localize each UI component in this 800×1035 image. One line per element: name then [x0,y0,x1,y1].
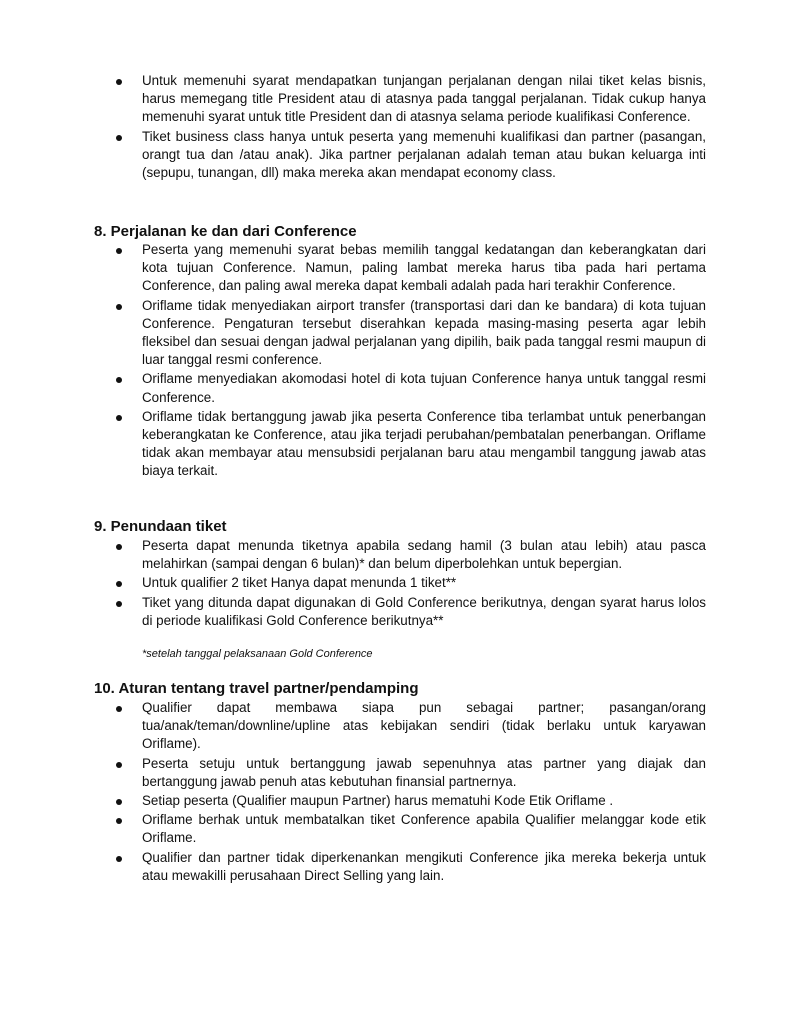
list-item [116,128,706,183]
section-10-bullet-list [116,699,706,886]
section-9-bullet-list [116,537,706,631]
bullet-text: Peserta setuju untuk bertanggung jawab sepenuhnya atas partner yang diajak dan bertanggung jawab penuh atas kebutuhan finansial partnernya. [142,755,706,789]
list-item [116,574,706,592]
bullet-icon [116,601,122,607]
bullet-icon [116,377,122,383]
list-item [116,408,706,481]
section-8-heading: 8. Perjalanan ke dan dari Conference [94,223,357,240]
footnote: *setelah tanggal pelaksanaan Gold Conference [142,648,373,660]
bullet-text: Untuk memenuhi syarat mendapatkan tunjangan perjalanan dengan nilai tiket kelas bisnis, harus memegang title President atau di atasnya pada tanggal perjalanan. Tidak cukup hanya memenuhi syarat untuk title President dan di atasnya selama periode kualifikasi Conference. [142,73,706,125]
bullet-icon [116,304,122,310]
list-item [116,72,706,127]
list-item [116,849,706,885]
list-item [116,370,706,406]
section-10-heading: 10. Aturan tentang travel partner/pendamping [94,680,419,697]
bullet-icon [116,581,122,587]
list-item [116,699,706,754]
list-item [116,537,706,573]
bullet-icon [116,856,122,862]
bullet-text: Tiket yang ditunda dapat digunakan di Gold Conference berikutnya, dengan syarat harus lolos di periode kualifikasi Gold Conference berikutnya** [142,594,706,628]
list-item [116,755,706,791]
list-item [116,811,706,847]
bullet-text: Qualifier dan partner tidak diperkenankan mengikuti Conference jika mereka bekerja untuk atau mewakilli perusahaan Direct Selling yang lain. [142,849,706,883]
list-item [116,297,706,370]
list-item [116,241,706,296]
bullet-text: Setiap peserta (Qualifier maupun Partner) harus mematuhi Kode Etik Oriflame . [142,793,614,809]
bullet-icon [116,415,122,421]
intro-bullet-list [116,72,706,183]
bullet-icon [116,248,122,254]
bullet-text: Oriflame tidak bertanggung jawab jika peserta Conference tiba terlambat untuk penerbangan keberangkatan ke Conference, atau jika terjadi perubahan/pembatalan penerbangan. Oriflame tidak akan membayar atau mensubsidi perjalanan baru atau mengambil tanggung jawab atas biaya terkait. [142,408,706,479]
bullet-icon [116,706,122,712]
bullet-text: Qualifier dapat membawa siapa pun sebagai partner; pasangan/orang tua/anak/teman/downline/upline atas kebijakan sendiri (tidak berlaku untuk karyawan Oriflame). [142,700,706,752]
bullet-icon [116,79,122,85]
bullet-icon [116,818,122,824]
bullet-text: Untuk qualifier 2 tiket Hanya dapat menunda 1 tiket** [142,575,457,591]
bullet-text: Oriflame menyediakan akomodasi hotel di kota tujuan Conference hanya untuk tanggal resmi Conference. [142,371,706,405]
bullet-text: Peserta yang memenuhi syarat bebas memilih tanggal kedatangan dan keberangkatan dari kota tujuan Conference. Namun, paling lambat mereka harus tiba pada hari pertama Conference, dan paling awal mereka dapat kembali adalah pada hari terakhir Conference. [142,242,706,294]
list-item [116,792,706,810]
bullet-icon [116,544,122,550]
bullet-icon [116,762,122,768]
section-9-heading: 9. Penundaan tiket [94,518,227,535]
section-8-bullet-list [116,241,706,482]
bullet-icon [116,799,122,805]
bullet-text: Peserta dapat menunda tiketnya apabila sedang hamil (3 bulan atau lebih) atau pasca melahirkan (sampai dengan 6 bulan)* dan belum diperbolehkan untuk bepergian. [142,538,706,572]
bullet-text: Oriflame tidak menyediakan airport transfer (transportasi dari dan ke bandara) di kota tujuan Conference. Pengaturan tersebut diserahkan kepada masing-masing peserta agar lebih fleksibel dan sesuai dengan jadwal perjalanan yang dipilih, baik pada tanggal resmi maupun di luar tanggal resmi conference. [142,297,706,368]
bullet-icon [116,135,122,141]
list-item [116,594,706,630]
bullet-text: Tiket business class hanya untuk peserta yang memenuhi kualifikasi dan partner (pasangan, orangt tua dan /atau anak). Jika partner perjalanan adalah teman atau bukan keluarga inti (sepupu, tunangan, dll) maka mereka akan mendapat economy class. [142,128,706,181]
bullet-text: Oriflame berhak untuk membatalkan tiket Conference apabila Qualifier melanggar kode etik Oriflame. [142,812,706,846]
